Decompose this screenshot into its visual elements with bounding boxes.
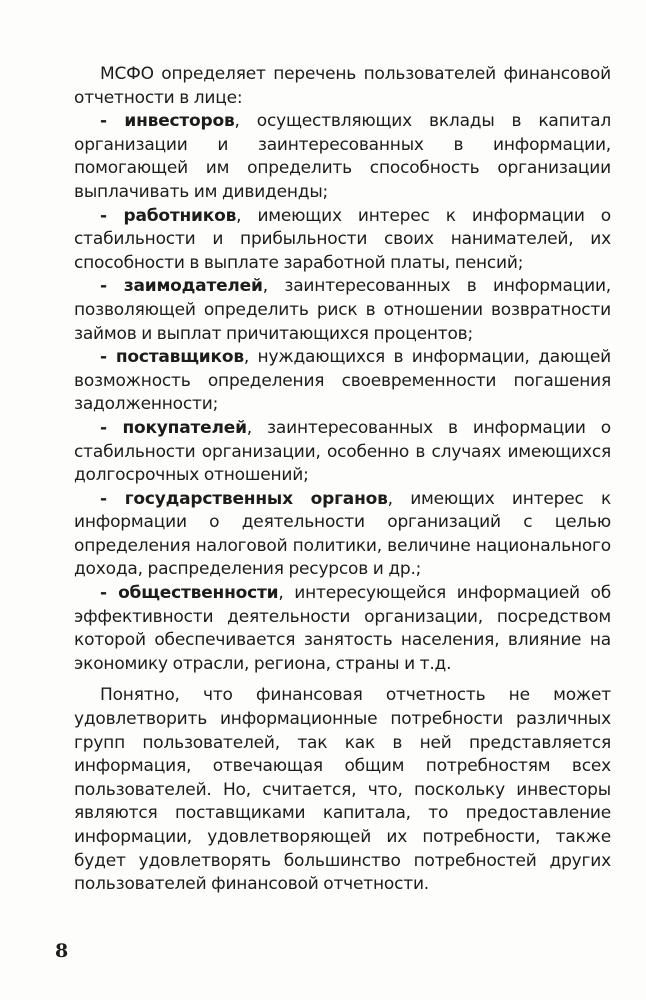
body-text <box>74 63 611 897</box>
item-term: общественности <box>118 583 279 604</box>
list-item-investors <box>74 110 611 204</box>
list-item-suppliers <box>74 346 611 417</box>
item-dash: - <box>100 347 116 368</box>
item-text: , заинтересованных в информации, позволяющей определить риск в отношении возвратности займов и выплат причитающихся процентов; <box>74 276 611 344</box>
list-item-public <box>74 582 611 676</box>
list-item-employees <box>74 205 611 276</box>
item-term: заимодателей <box>123 276 263 297</box>
item-term: государственных органов <box>124 488 388 509</box>
item-dash: - <box>100 417 123 438</box>
item-term: работников <box>123 205 237 226</box>
item-text: , заинтересованных в информации о стабильности организации, особенно в случаях имеющихся долгосрочных отношений; <box>74 417 611 486</box>
item-text: , имеющих интерес к информации о стабильности и прибыльности своих нанимателей, их способности в выплате заработной платы, пенсий; <box>74 205 611 273</box>
item-text: , интересующейся информацией об эффективности деятельности организации, посредством которой обеспечивается занятость населения, влияние на экономику отрасли, региона, страны и т.д. <box>74 583 611 674</box>
item-dash: - <box>100 205 124 226</box>
item-dash: - <box>100 583 119 604</box>
list-item-government <box>74 488 611 582</box>
item-dash: - <box>100 488 125 509</box>
item-text: , нуждающихся в информации, дающей возможность определения своевременности погашения задолженности; <box>74 347 611 415</box>
item-text: , имеющих интерес к информации о деятельности организаций с целью определения налоговой политики, величине национального дохода, распределения ресурсов и др.; <box>74 488 612 580</box>
item-term: покупателей <box>122 417 247 438</box>
closing-paragraph: Понятно, что финансовая отчетность не может удовлетворить информационные потребности различных групп пользователей, так как в ней представляется информация, отвечающая общим потребностям всех пользователей. Но, считается, что, поскольку инвесторы являются поставщиками капитала, то предоставление информации, удовлетворяющей их потребности, также будет удовлетворять большинство потребностей других пользователей финансовой отчетности. <box>74 685 611 895</box>
page-number: 8 <box>55 940 69 962</box>
intro-paragraph: МСФО определяет перечень пользователей финансовой отчетности в лице: <box>74 64 611 108</box>
list-item-lenders <box>74 275 611 346</box>
item-dash: - <box>100 111 125 132</box>
item-term: инвесторов <box>124 111 235 132</box>
item-dash: - <box>100 276 124 297</box>
item-text: , осуществляющих вклады в капитал организации и заинтересованных в информации, помогающей им определить способность организации выплачивать им дивиденды; <box>74 111 612 202</box>
item-term: поставщиков <box>115 347 244 368</box>
list-item-customers <box>74 417 611 488</box>
